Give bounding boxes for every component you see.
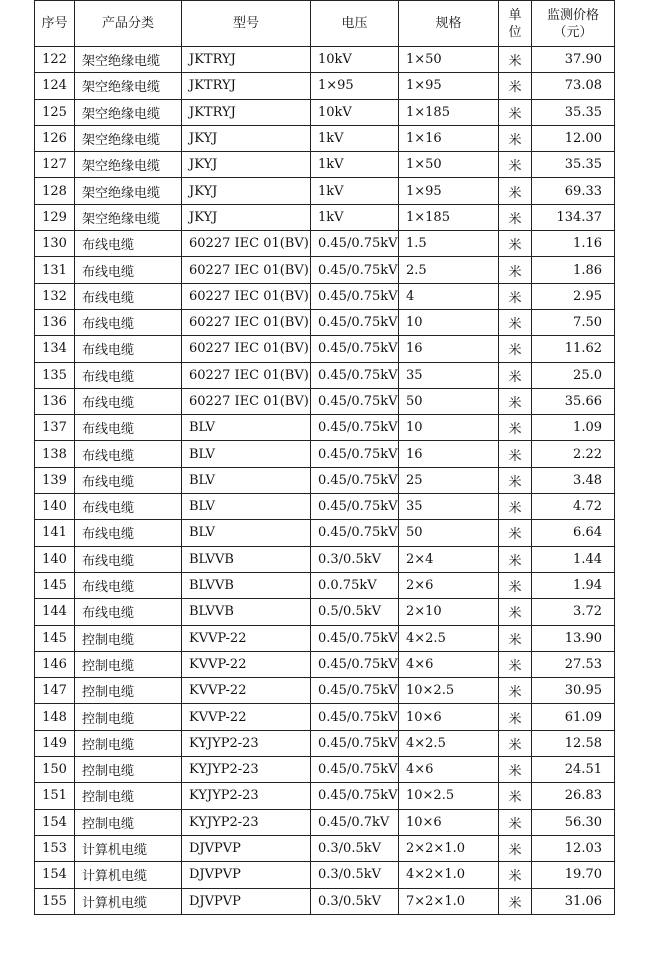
header-spec: 规格 xyxy=(399,1,499,47)
cell-spec: 16 xyxy=(399,441,499,467)
cell-spec: 4×6 xyxy=(399,757,499,783)
cell-unit: 米 xyxy=(499,415,532,441)
cell-model: BLVVB xyxy=(182,572,311,598)
cell-index: 130 xyxy=(35,231,75,257)
cell-unit: 米 xyxy=(499,99,532,125)
cell-index: 131 xyxy=(35,257,75,283)
header-row xyxy=(35,1,615,47)
cell-unit: 米 xyxy=(499,625,532,651)
cell-price: 35.66 xyxy=(532,388,615,414)
cell-index: 145 xyxy=(35,625,75,651)
cell-price: 1.16 xyxy=(532,231,615,257)
cell-category: 布线电缆 xyxy=(75,572,182,598)
cell-price: 56.30 xyxy=(532,809,615,835)
cell-unit: 米 xyxy=(499,125,532,151)
cell-category: 架空绝缘电缆 xyxy=(75,47,182,73)
cell-model: 60227 IEC 01(BV) xyxy=(182,309,311,335)
cell-index: 136 xyxy=(35,388,75,414)
cell-unit: 米 xyxy=(499,283,532,309)
cell-unit: 米 xyxy=(499,47,532,73)
header-unit: 单位 xyxy=(499,1,532,47)
cell-model: 60227 IEC 01(BV) xyxy=(182,336,311,362)
table-row xyxy=(35,47,615,73)
cell-model: BLV xyxy=(182,415,311,441)
cell-spec: 2×4 xyxy=(399,546,499,572)
cell-voltage: 0.45/0.75kV xyxy=(311,388,399,414)
cell-voltage: 0.45/0.75kV xyxy=(311,678,399,704)
cell-unit: 米 xyxy=(499,178,532,204)
cell-model: KVVP-22 xyxy=(182,704,311,730)
cell-spec: 4×2.5 xyxy=(399,625,499,651)
cell-model: DJVPVP xyxy=(182,862,311,888)
cell-index: 147 xyxy=(35,678,75,704)
cell-price: 37.90 xyxy=(532,47,615,73)
table-row xyxy=(35,494,615,520)
cell-unit: 米 xyxy=(499,783,532,809)
cell-index: 154 xyxy=(35,809,75,835)
cell-category: 布线电缆 xyxy=(75,336,182,362)
cell-voltage: 0.45/0.75kV xyxy=(311,415,399,441)
cell-model: KVVP-22 xyxy=(182,625,311,651)
cell-category: 布线电缆 xyxy=(75,257,182,283)
cell-spec: 16 xyxy=(399,336,499,362)
cell-spec: 2×10 xyxy=(399,599,499,625)
cell-voltage: 1kV xyxy=(311,204,399,230)
table-row xyxy=(35,651,615,677)
cell-unit: 米 xyxy=(499,599,532,625)
table-row xyxy=(35,204,615,230)
cell-spec: 35 xyxy=(399,494,499,520)
cell-voltage: 1kV xyxy=(311,152,399,178)
cell-voltage: 0.45/0.75kV xyxy=(311,651,399,677)
cell-model: 60227 IEC 01(BV) xyxy=(182,283,311,309)
cell-index: 148 xyxy=(35,704,75,730)
cell-voltage: 0.3/0.5kV xyxy=(311,546,399,572)
cell-index: 140 xyxy=(35,494,75,520)
cell-voltage: 0.45/0.75kV xyxy=(311,704,399,730)
cell-model: BLVVB xyxy=(182,599,311,625)
cell-model: KYJYP2-23 xyxy=(182,730,311,756)
cell-category: 控制电缆 xyxy=(75,783,182,809)
cell-index: 132 xyxy=(35,283,75,309)
cell-index: 140 xyxy=(35,546,75,572)
table-row xyxy=(35,99,615,125)
cell-unit: 米 xyxy=(499,388,532,414)
cell-model: DJVPVP xyxy=(182,888,311,914)
cell-model: KYJYP2-23 xyxy=(182,757,311,783)
cell-voltage: 0.3/0.5kV xyxy=(311,888,399,914)
cell-model: KVVP-22 xyxy=(182,678,311,704)
cell-price: 61.09 xyxy=(532,704,615,730)
cell-voltage: 0.45/0.7kV xyxy=(311,809,399,835)
cell-price: 1.44 xyxy=(532,546,615,572)
cell-price: 31.06 xyxy=(532,888,615,914)
cell-price: 69.33 xyxy=(532,178,615,204)
cell-unit: 米 xyxy=(499,309,532,335)
cell-category: 布线电缆 xyxy=(75,283,182,309)
cell-spec: 10 xyxy=(399,415,499,441)
cell-voltage: 0.45/0.75kV xyxy=(311,467,399,493)
cell-spec: 50 xyxy=(399,520,499,546)
cell-spec: 10×6 xyxy=(399,704,499,730)
cell-index: 127 xyxy=(35,152,75,178)
cell-unit: 米 xyxy=(499,862,532,888)
cell-index: 135 xyxy=(35,362,75,388)
cell-voltage: 0.45/0.75kV xyxy=(311,783,399,809)
cell-category: 控制电缆 xyxy=(75,678,182,704)
cell-unit: 米 xyxy=(499,835,532,861)
cell-unit: 米 xyxy=(499,757,532,783)
cell-category: 布线电缆 xyxy=(75,467,182,493)
cell-unit: 米 xyxy=(499,494,532,520)
cell-category: 架空绝缘电缆 xyxy=(75,152,182,178)
cell-model: 60227 IEC 01(BV) xyxy=(182,362,311,388)
table-row xyxy=(35,520,615,546)
cell-unit: 米 xyxy=(499,546,532,572)
cell-spec: 4 xyxy=(399,283,499,309)
cell-price: 11.62 xyxy=(532,336,615,362)
cell-index: 141 xyxy=(35,520,75,546)
cell-unit: 米 xyxy=(499,204,532,230)
cell-price: 24.51 xyxy=(532,757,615,783)
header-price: 监测价格（元） xyxy=(532,1,615,47)
cell-price: 35.35 xyxy=(532,152,615,178)
cell-category: 控制电缆 xyxy=(75,625,182,651)
cell-price: 3.48 xyxy=(532,467,615,493)
price-table xyxy=(34,0,615,915)
cell-spec: 50 xyxy=(399,388,499,414)
cell-category: 布线电缆 xyxy=(75,362,182,388)
cell-voltage: 0.45/0.75kV xyxy=(311,520,399,546)
cell-index: 128 xyxy=(35,178,75,204)
table-row xyxy=(35,362,615,388)
cell-spec: 2×6 xyxy=(399,572,499,598)
table-row xyxy=(35,572,615,598)
cell-unit: 米 xyxy=(499,336,532,362)
cell-model: 60227 IEC 01(BV) xyxy=(182,231,311,257)
cell-price: 13.90 xyxy=(532,625,615,651)
header-category: 产品分类 xyxy=(75,1,182,47)
cell-spec: 10×6 xyxy=(399,809,499,835)
cell-unit: 米 xyxy=(499,809,532,835)
cell-index: 149 xyxy=(35,730,75,756)
table-row xyxy=(35,809,615,835)
table-row xyxy=(35,336,615,362)
cell-voltage: 0.45/0.75kV xyxy=(311,362,399,388)
cell-price: 35.35 xyxy=(532,99,615,125)
cell-spec: 10×2.5 xyxy=(399,678,499,704)
cell-voltage: 0.45/0.75kV xyxy=(311,494,399,520)
cell-voltage: 0.3/0.5kV xyxy=(311,835,399,861)
cell-category: 布线电缆 xyxy=(75,441,182,467)
cell-category: 架空绝缘电缆 xyxy=(75,125,182,151)
cell-category: 布线电缆 xyxy=(75,520,182,546)
cell-price: 1.94 xyxy=(532,572,615,598)
table-row xyxy=(35,888,615,914)
cell-index: 144 xyxy=(35,599,75,625)
cell-price: 6.64 xyxy=(532,520,615,546)
cell-spec: 4×2×1.0 xyxy=(399,862,499,888)
cell-spec: 1×95 xyxy=(399,178,499,204)
cell-spec: 1×185 xyxy=(399,99,499,125)
cell-index: 129 xyxy=(35,204,75,230)
cell-model: JKYJ xyxy=(182,178,311,204)
cell-category: 架空绝缘电缆 xyxy=(75,73,182,99)
cell-price: 12.03 xyxy=(532,835,615,861)
cell-model: KYJYP2-23 xyxy=(182,783,311,809)
cell-voltage: 0.45/0.75kV xyxy=(311,730,399,756)
cell-voltage: 0.45/0.75kV xyxy=(311,336,399,362)
cell-unit: 米 xyxy=(499,520,532,546)
cell-category: 布线电缆 xyxy=(75,599,182,625)
cell-price: 7.50 xyxy=(532,309,615,335)
cell-model: BLVVB xyxy=(182,546,311,572)
cell-category: 架空绝缘电缆 xyxy=(75,178,182,204)
cell-price: 27.53 xyxy=(532,651,615,677)
cell-unit: 米 xyxy=(499,730,532,756)
cell-voltage: 0.45/0.75kV xyxy=(311,757,399,783)
cell-unit: 米 xyxy=(499,362,532,388)
cell-price: 73.08 xyxy=(532,73,615,99)
header-index: 序号 xyxy=(35,1,75,47)
cell-index: 146 xyxy=(35,651,75,677)
table-row xyxy=(35,546,615,572)
table-row xyxy=(35,388,615,414)
cell-spec: 1×50 xyxy=(399,152,499,178)
cell-index: 125 xyxy=(35,99,75,125)
cell-spec: 1×50 xyxy=(399,47,499,73)
cell-spec: 1×95 xyxy=(399,73,499,99)
cell-index: 122 xyxy=(35,47,75,73)
cell-unit: 米 xyxy=(499,441,532,467)
cell-unit: 米 xyxy=(499,572,532,598)
cell-index: 136 xyxy=(35,309,75,335)
cell-category: 控制电缆 xyxy=(75,651,182,677)
cell-category: 架空绝缘电缆 xyxy=(75,204,182,230)
cell-category: 计算机电缆 xyxy=(75,862,182,888)
cell-price: 1.09 xyxy=(532,415,615,441)
table-row xyxy=(35,152,615,178)
cell-category: 控制电缆 xyxy=(75,730,182,756)
cell-unit: 米 xyxy=(499,257,532,283)
table-row xyxy=(35,862,615,888)
table-row xyxy=(35,757,615,783)
cell-index: 153 xyxy=(35,835,75,861)
cell-model: BLV xyxy=(182,467,311,493)
table-row xyxy=(35,231,615,257)
cell-unit: 米 xyxy=(499,678,532,704)
cell-voltage: 0.45/0.75kV xyxy=(311,441,399,467)
table-row xyxy=(35,783,615,809)
table-row xyxy=(35,625,615,651)
cell-spec: 1×16 xyxy=(399,125,499,151)
cell-model: KVVP-22 xyxy=(182,651,311,677)
cell-spec: 25 xyxy=(399,467,499,493)
price-table-page xyxy=(34,0,614,915)
cell-unit: 米 xyxy=(499,152,532,178)
cell-voltage: 0.45/0.75kV xyxy=(311,625,399,651)
cell-spec: 10 xyxy=(399,309,499,335)
cell-index: 139 xyxy=(35,467,75,493)
cell-voltage: 10kV xyxy=(311,47,399,73)
table-row xyxy=(35,467,615,493)
cell-unit: 米 xyxy=(499,888,532,914)
cell-model: BLV xyxy=(182,520,311,546)
cell-model: JKYJ xyxy=(182,204,311,230)
cell-price: 12.58 xyxy=(532,730,615,756)
cell-spec: 2.5 xyxy=(399,257,499,283)
cell-spec: 35 xyxy=(399,362,499,388)
cell-category: 控制电缆 xyxy=(75,757,182,783)
cell-category: 布线电缆 xyxy=(75,231,182,257)
cell-voltage: 10kV xyxy=(311,99,399,125)
table-row xyxy=(35,309,615,335)
cell-price: 1.86 xyxy=(532,257,615,283)
cell-voltage: 0.45/0.75kV xyxy=(311,257,399,283)
cell-price: 2.95 xyxy=(532,283,615,309)
cell-model: 60227 IEC 01(BV) xyxy=(182,388,311,414)
cell-category: 控制电缆 xyxy=(75,809,182,835)
cell-unit: 米 xyxy=(499,467,532,493)
cell-model: BLV xyxy=(182,441,311,467)
cell-spec: 4×2.5 xyxy=(399,730,499,756)
cell-price: 25.0 xyxy=(532,362,615,388)
cell-voltage: 0.45/0.75kV xyxy=(311,231,399,257)
cell-index: 145 xyxy=(35,572,75,598)
table-body xyxy=(35,47,615,915)
cell-index: 154 xyxy=(35,862,75,888)
cell-voltage: 1×95 xyxy=(311,73,399,99)
cell-model: JKTRYJ xyxy=(182,47,311,73)
cell-category: 布线电缆 xyxy=(75,388,182,414)
table-row xyxy=(35,283,615,309)
table-row xyxy=(35,599,615,625)
cell-category: 架空绝缘电缆 xyxy=(75,99,182,125)
cell-index: 137 xyxy=(35,415,75,441)
cell-model: JKTRYJ xyxy=(182,73,311,99)
cell-category: 布线电缆 xyxy=(75,546,182,572)
cell-category: 布线电缆 xyxy=(75,494,182,520)
cell-price: 3.72 xyxy=(532,599,615,625)
cell-unit: 米 xyxy=(499,231,532,257)
cell-category: 布线电缆 xyxy=(75,309,182,335)
cell-spec: 7×2×1.0 xyxy=(399,888,499,914)
cell-spec: 4×6 xyxy=(399,651,499,677)
cell-price: 19.70 xyxy=(532,862,615,888)
table-row xyxy=(35,125,615,151)
cell-index: 151 xyxy=(35,783,75,809)
cell-index: 126 xyxy=(35,125,75,151)
cell-price: 30.95 xyxy=(532,678,615,704)
table-row xyxy=(35,730,615,756)
table-row xyxy=(35,835,615,861)
table-row xyxy=(35,257,615,283)
cell-unit: 米 xyxy=(499,704,532,730)
cell-price: 12.00 xyxy=(532,125,615,151)
cell-model: BLV xyxy=(182,494,311,520)
cell-index: 138 xyxy=(35,441,75,467)
cell-unit: 米 xyxy=(499,73,532,99)
cell-spec: 10×2.5 xyxy=(399,783,499,809)
cell-voltage: 0.45/0.75kV xyxy=(311,309,399,335)
cell-category: 布线电缆 xyxy=(75,415,182,441)
cell-price: 2.22 xyxy=(532,441,615,467)
cell-index: 124 xyxy=(35,73,75,99)
cell-model: JKYJ xyxy=(182,152,311,178)
cell-voltage: 0.0.75kV xyxy=(311,572,399,598)
table-row xyxy=(35,73,615,99)
cell-price: 134.37 xyxy=(532,204,615,230)
table-row xyxy=(35,415,615,441)
cell-price: 26.83 xyxy=(532,783,615,809)
header-voltage: 电压 xyxy=(311,1,399,47)
table-row xyxy=(35,704,615,730)
cell-voltage: 1kV xyxy=(311,125,399,151)
cell-unit: 米 xyxy=(499,651,532,677)
cell-voltage: 0.45/0.75kV xyxy=(311,283,399,309)
cell-spec: 2×2×1.0 xyxy=(399,835,499,861)
cell-category: 计算机电缆 xyxy=(75,835,182,861)
cell-voltage: 1kV xyxy=(311,178,399,204)
cell-price: 4.72 xyxy=(532,494,615,520)
cell-category: 控制电缆 xyxy=(75,704,182,730)
cell-voltage: 0.3/0.5kV xyxy=(311,862,399,888)
header-model: 型号 xyxy=(182,1,311,47)
cell-model: JKYJ xyxy=(182,125,311,151)
cell-index: 155 xyxy=(35,888,75,914)
cell-model: JKTRYJ xyxy=(182,99,311,125)
cell-index: 150 xyxy=(35,757,75,783)
cell-category: 计算机电缆 xyxy=(75,888,182,914)
cell-voltage: 0.5/0.5kV xyxy=(311,599,399,625)
cell-model: DJVPVP xyxy=(182,835,311,861)
table-row xyxy=(35,441,615,467)
cell-model: 60227 IEC 01(BV) xyxy=(182,257,311,283)
cell-spec: 1.5 xyxy=(399,231,499,257)
cell-spec: 1×185 xyxy=(399,204,499,230)
cell-index: 134 xyxy=(35,336,75,362)
cell-model: KYJYP2-23 xyxy=(182,809,311,835)
table-row xyxy=(35,678,615,704)
table-header xyxy=(35,1,615,47)
table-row xyxy=(35,178,615,204)
